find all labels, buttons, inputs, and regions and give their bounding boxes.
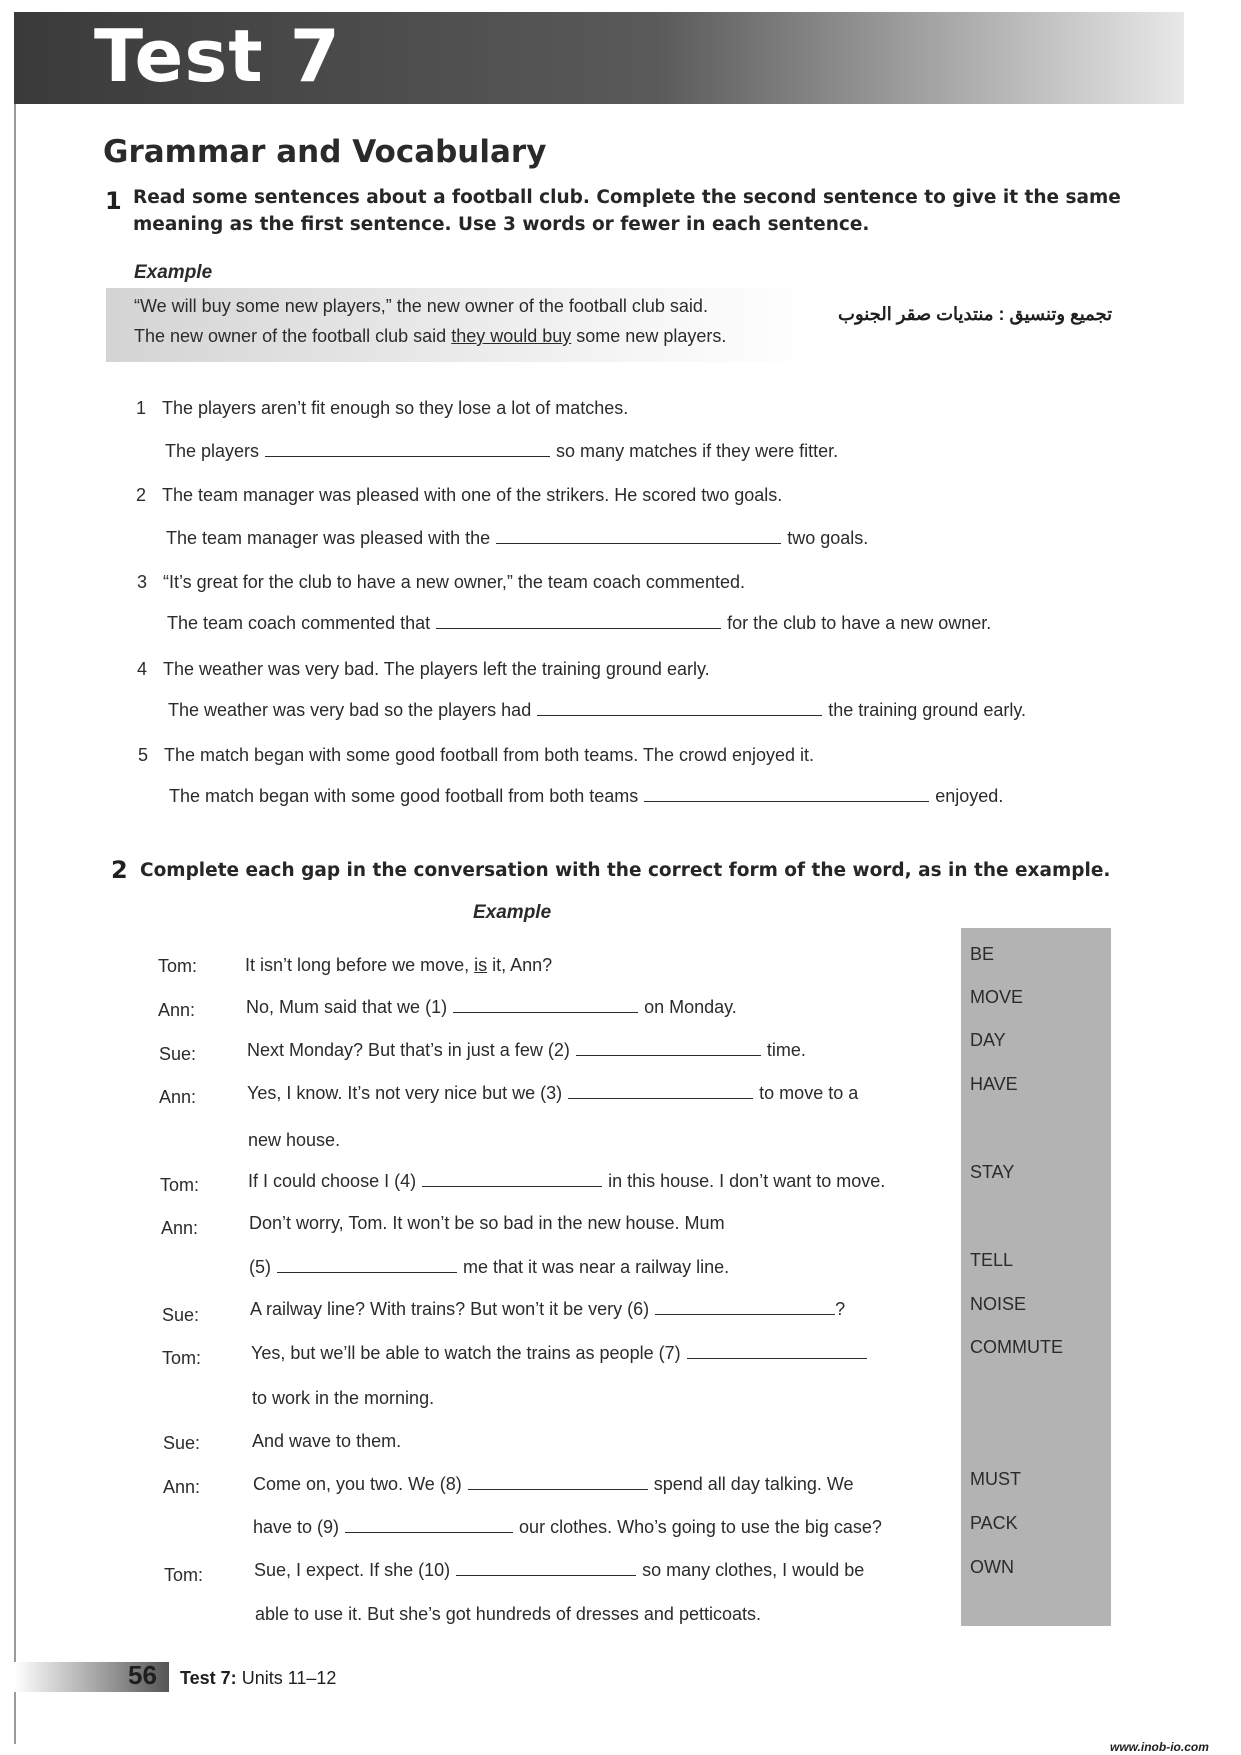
dialogue-text: in this house. I don’t want to move. — [608, 1171, 886, 1191]
word-bank-item: COMMUTE — [970, 1337, 1063, 1357]
word-bank-item: OWN — [970, 1557, 1014, 1577]
dialogue-text: Yes, but we’ll be able to watch the trains as people (7) — [251, 1343, 681, 1363]
dialogue-text: Yes, I know. It’s not very nice but we (3) — [247, 1083, 563, 1103]
item-number: 3 — [137, 572, 148, 592]
speaker-label: Tom: — [158, 956, 198, 976]
speaker-label: Ann: — [159, 1087, 197, 1107]
item-rewrite-start: The weather was very bad so the players had — [168, 700, 532, 720]
item-original-text: The weather was very bad. The players left the training ground early. — [163, 659, 710, 679]
speaker-label: Ann: — [161, 1218, 199, 1238]
dialogue-line-3 — [247, 1083, 858, 1104]
dialogue-line-3-continued: new house. — [248, 1130, 341, 1150]
word-bank-item: HAVE — [970, 1074, 1018, 1094]
dialogue-text: so many clothes, I would be — [642, 1560, 865, 1580]
item-rewrite-end: for the club to have a new owner. — [727, 613, 992, 633]
dialogue-text: time. — [766, 1040, 806, 1060]
item-rewrite-end: enjoyed. — [935, 786, 1004, 806]
dialogue-line-4 — [248, 1171, 885, 1192]
example-sentence-2-start: The new owner of the football club said — [134, 326, 452, 346]
item-number: 5 — [138, 745, 149, 765]
dialogue-line-5: Don’t worry, Tom. It won’t be so bad in the new house. Mum — [249, 1213, 725, 1233]
exercise-2-number: 2 — [111, 856, 128, 884]
dialogue-text: Sue, I expect. If she (10) — [254, 1560, 451, 1580]
exercise-1-instruction-line2: meaning as the first sentence. Use 3 words or fewer in each sentence. — [133, 214, 870, 235]
dialogue-text: on Monday. — [644, 997, 737, 1017]
item-rewrite-end: two goals. — [787, 528, 869, 548]
example-sentence-2-end: some new players. — [571, 326, 727, 346]
item-number: 4 — [137, 659, 148, 679]
word-bank-item: BE — [970, 944, 995, 964]
item-rewrite-end: the training ground early. — [828, 700, 1026, 720]
dialogue-text: If I could choose I (4) — [248, 1171, 417, 1191]
item-rewrite-start: The team coach commented that — [167, 613, 431, 633]
dialogue-line-9-continued — [253, 1517, 882, 1538]
item-rewrite-end: so many matches if they were fitter. — [556, 441, 839, 461]
exercise-2-instruction: Complete each gap in the conversation with the correct form of the word, as in the example. — [140, 860, 1111, 881]
item-1-original — [136, 398, 628, 419]
section-heading: Grammar and Vocabulary — [103, 134, 547, 170]
word-bank-item: DAY — [970, 1030, 1006, 1050]
speaker-label: Sue: — [159, 1044, 197, 1064]
dialogue-text: It isn’t long before we move, — [245, 955, 475, 975]
word-bank-item: TELL — [970, 1250, 1014, 1270]
item-2-rewrite — [166, 528, 868, 549]
gap-blank-10[interactable] — [456, 1561, 636, 1576]
footer-label-bold: Test 7: — [180, 1668, 237, 1688]
dialogue-text: our clothes. Who’s going to use the big case? — [519, 1517, 882, 1537]
item-original-text: The match began with some good football from both teams. The crowd enjoyed it. — [164, 745, 815, 765]
item-5-rewrite — [169, 786, 1003, 807]
word-bank-item: MUST — [970, 1469, 1021, 1489]
item-number: 2 — [136, 485, 147, 505]
dialogue-text: A railway line? With trains? But won’t it be very (6) — [250, 1299, 650, 1319]
exercise-2-example-label: Example — [473, 902, 552, 923]
watermark-url: www.inob-io.com — [1110, 1740, 1209, 1754]
footer-label — [180, 1668, 336, 1689]
dialogue-line-example — [245, 955, 552, 976]
answer-blank-1[interactable] — [265, 442, 550, 457]
example-answer: they would buy — [451, 326, 572, 346]
gap-blank-3[interactable] — [568, 1084, 753, 1099]
speaker-label: Tom: — [162, 1348, 202, 1368]
item-3-rewrite — [167, 613, 991, 634]
answer-blank-5[interactable] — [644, 787, 929, 802]
dialogue-line-7-continued: to work in the morning. — [252, 1388, 435, 1408]
gap-blank-2[interactable] — [576, 1041, 761, 1056]
item-original-text: The team manager was pleased with one of the strikers. He scored two goals. — [162, 485, 783, 505]
gap-blank-6[interactable] — [655, 1300, 835, 1315]
gap-blank-9[interactable] — [345, 1518, 513, 1533]
exercise-1-instruction-line1: Read some sentences about a football club. Complete the second sentence to give it the same — [133, 187, 1121, 208]
dialogue-text: have to (9) — [253, 1517, 340, 1537]
dialogue-text: No, Mum said that we (1) — [246, 997, 448, 1017]
gap-blank-7[interactable] — [687, 1344, 867, 1359]
dialogue-line-1 — [246, 997, 737, 1018]
dialogue-text: Next Monday? But that’s in just a few (2) — [247, 1040, 570, 1060]
dialogue-text: it, Ann? — [487, 955, 553, 975]
left-margin-rule — [14, 104, 16, 1744]
answer-blank-2[interactable] — [496, 529, 781, 544]
dialogue-line-10 — [254, 1560, 864, 1581]
dialogue-line-2 — [247, 1040, 806, 1061]
dialogue-line-10-continued: able to use it. But she’s got hundreds of dresses and petticoats. — [255, 1604, 761, 1624]
example-answer: is — [474, 955, 488, 975]
exercise-1-number: 1 — [105, 187, 122, 215]
item-rewrite-start: The match began with some good football from both teams — [169, 786, 639, 806]
answer-blank-4[interactable] — [537, 701, 822, 716]
item-5-original — [138, 745, 814, 766]
speaker-label: Tom: — [164, 1565, 204, 1585]
example-sentence-1: “We will buy some new players,” the new owner of the football club said. — [134, 296, 708, 316]
gap-blank-8[interactable] — [468, 1475, 648, 1490]
dialogue-line-8: And wave to them. — [252, 1431, 402, 1451]
answer-blank-3[interactable] — [436, 614, 721, 629]
dialogue-text: (5) — [249, 1257, 271, 1277]
item-number: 1 — [136, 398, 147, 418]
dialogue-line-5-continued — [249, 1257, 729, 1278]
item-2-original — [136, 485, 782, 506]
speaker-label: Tom: — [160, 1175, 200, 1195]
speaker-label: Ann: — [163, 1477, 201, 1497]
word-bank-item: MOVE — [970, 987, 1024, 1007]
word-bank-item: NOISE — [970, 1294, 1027, 1314]
example-sentence-2 — [134, 326, 726, 347]
word-bank-item: PACK — [970, 1513, 1018, 1533]
test-title: Test 7 — [94, 14, 341, 98]
dialogue-text: spend all day talking. We — [653, 1474, 854, 1494]
dialogue-text: Come on, you two. We (8) — [253, 1474, 462, 1494]
gap-blank-4[interactable] — [422, 1172, 602, 1187]
dialogue-line-6 — [250, 1299, 845, 1320]
item-4-rewrite — [168, 700, 1026, 721]
arabic-credit-note: تجميع وتنسيق : منتديات صقر الجنوب — [838, 304, 1113, 324]
item-rewrite-start: The team manager was pleased with the — [166, 528, 491, 548]
dialogue-text: to move to a — [759, 1083, 859, 1103]
item-1-rewrite — [165, 441, 838, 462]
dialogue-text: ? — [835, 1299, 846, 1319]
gap-blank-5[interactable] — [277, 1258, 457, 1273]
item-3-original — [137, 572, 745, 593]
footer-label-rest: Units 11–12 — [236, 1668, 337, 1688]
speaker-label: Sue: — [162, 1305, 200, 1325]
word-bank-item: STAY — [970, 1162, 1015, 1182]
dialogue-text: me that it was near a railway line. — [463, 1257, 730, 1277]
page-number: 56 — [128, 1660, 157, 1690]
speaker-label: Sue: — [163, 1433, 201, 1453]
dialogue-line-7 — [251, 1343, 873, 1364]
item-rewrite-start: The players — [165, 441, 260, 461]
example-label: Example — [134, 262, 213, 283]
gap-blank-1[interactable] — [453, 998, 638, 1013]
item-4-original — [137, 659, 710, 680]
speaker-label: Ann: — [158, 1000, 196, 1020]
item-original-text: The players aren’t fit enough so they lose a lot of matches. — [162, 398, 629, 418]
item-original-text: “It’s great for the club to have a new owner,” the team coach commented. — [163, 572, 745, 592]
dialogue-line-9 — [253, 1474, 854, 1495]
